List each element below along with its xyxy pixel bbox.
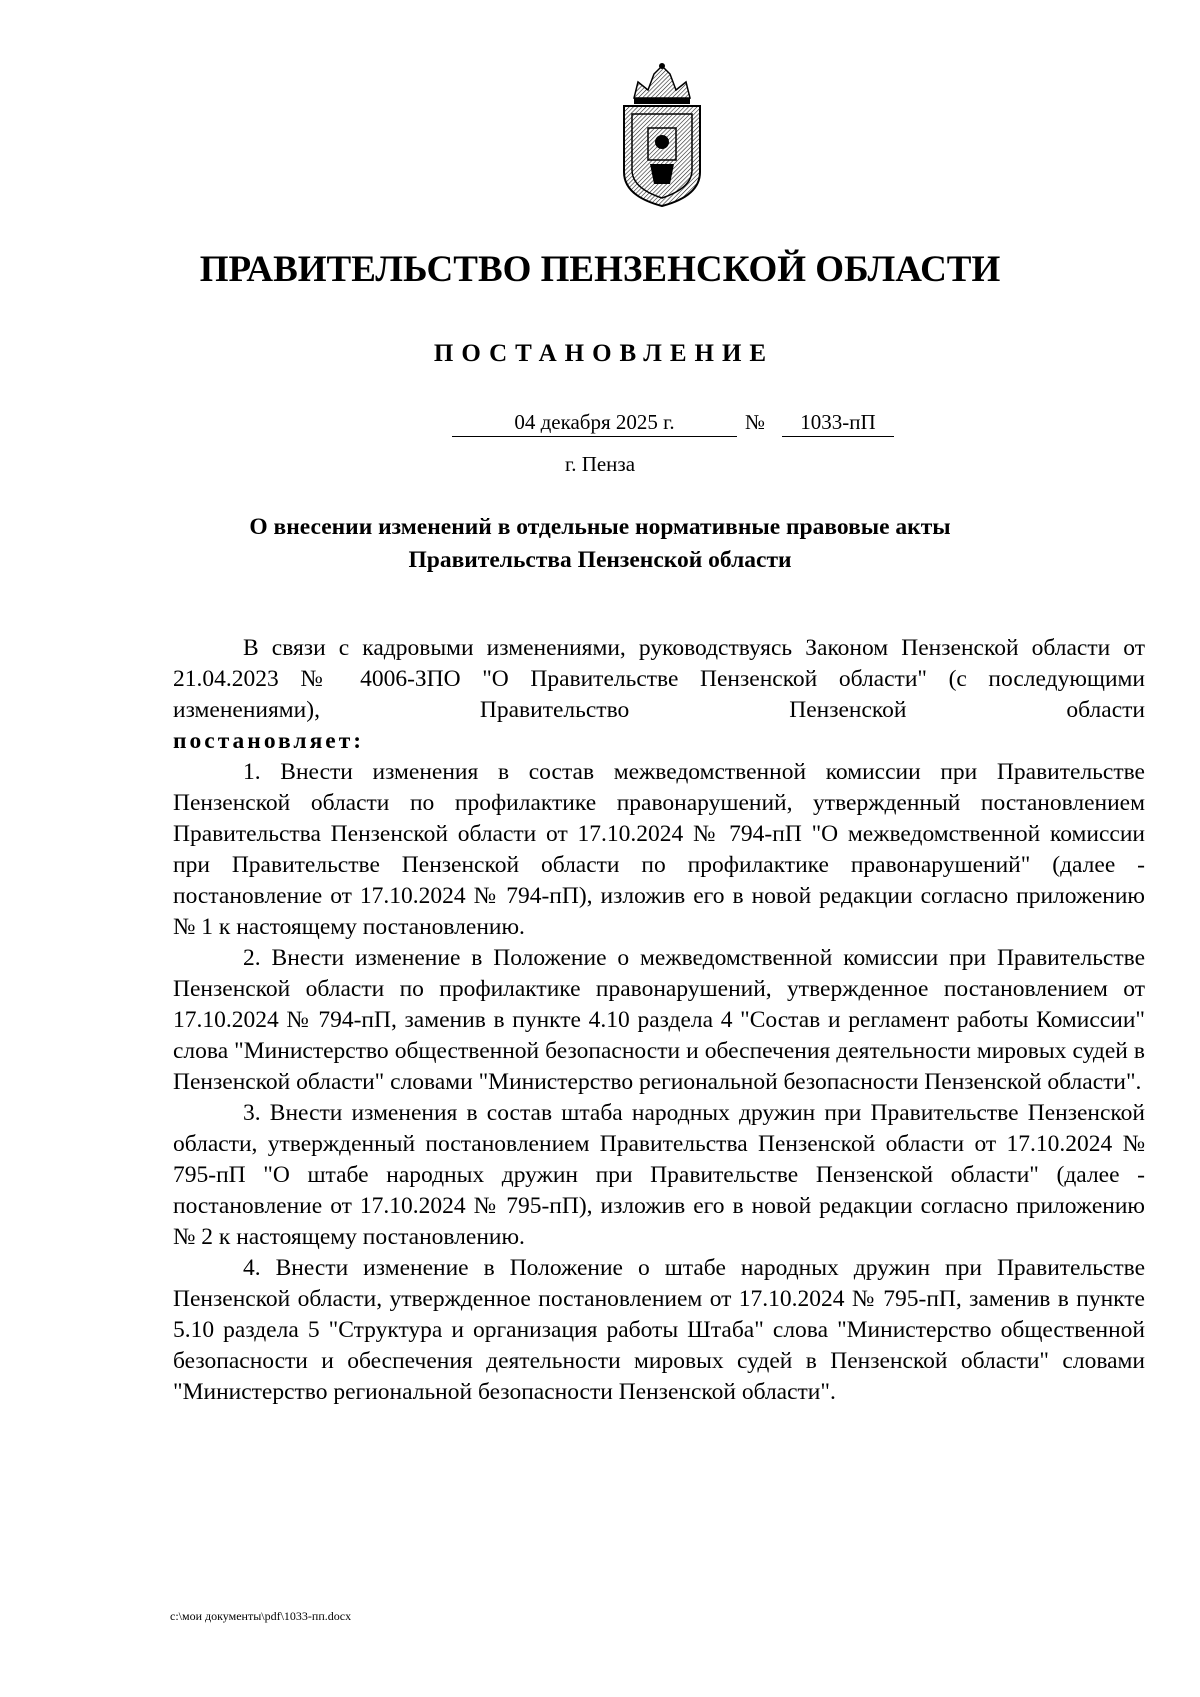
file-path-footer: c:\мои документы\pdf\1033-пп.docx — [170, 1609, 352, 1623]
coat-of-arms-emblem-icon — [612, 60, 712, 210]
organization-title: ПРАВИТЕЛЬСТВО ПЕНЗЕНСКОЙ ОБЛАСТИ — [199, 249, 1001, 290]
resolves-line — [173, 726, 1145, 757]
item-4-paragraph: 4. Внести изменение в Положение о штабе народных дружин при Правительстве Пензенской области, утвержденное постановлением от 17.10.2024 № 795-пП, заменив в пункте 5.10 раздела 5 "Структура и организация работы Штаба" слова "Министерство общественной безопасности и обеспечения деятельности мировых судей в Пензенской области" словами "Министерство региональной безопасности Пензенской области". — [173, 1255, 1145, 1405]
date-number-line — [0, 410, 1200, 440]
document-body — [173, 633, 1145, 1408]
subject-line-1: О внесении изменений в отдельные нормативные правовые акты — [249, 514, 951, 540]
document-number: 1033-пП — [782, 410, 894, 437]
item-3-paragraph: 3. Внести изменения в состав штаба народных дружин при Правительстве Пензенской области, утвержденный постановлением Правительства Пензенской области от 17.10.2024 № 795-пП "О штабе народных дружин при Правительстве Пензенской области" (далее - постановление от 17.10.2024 № 795-пП), изложив его в новой редакции согласно приложению № 2 к настоящему постановлению. — [173, 1100, 1145, 1250]
city: г. Пенза — [564, 452, 636, 476]
document-date: 04 декабря 2025 г. — [452, 410, 737, 437]
preamble-paragraph: В связи с кадровыми изменениями, руководствуясь Законом Пензенской области от 21.04.2023 № 4006-ЗПО "О Правительстве Пензенской области" (с последующими изменениями), Правительство Пензенской области — [173, 635, 1145, 723]
item-1-paragraph: 1. Внести изменения в состав межведомственной комиссии при Правительстве Пензенской области по профилактике правонарушений, утвержденный постановлением Правительства Пензенской области от 17.10.2024 № 794-пП "О межведомственной комиссии при Правительстве Пензенской области по профилактике правонарушений" (далее - постановление от 17.10.2024 № 794-пП), изложив его в новой редакции согласно приложению № 1 к настоящему постановлению. — [173, 759, 1145, 940]
number-sign: № — [745, 410, 766, 434]
resolves-word: постановляет: — [173, 728, 365, 754]
document-subject — [150, 511, 1050, 577]
document-type: ПОСТАНОВЛЕНИЕ — [433, 340, 775, 367]
subject-line-2: Правительства Пензенской области — [408, 547, 792, 573]
item-2-paragraph: 2. Внести изменение в Положение о межведомственной комиссии при Правительстве Пензенской области по профилактике правонарушений, утвержденное постановлением от 17.10.2024 № 794-пП, заменив в пункте 4.10 раздела 4 "Состав и регламент работы Комиссии" слова "Министерство общественной безопасности и обеспечения деятельности мировых судей в Пензенской области" словами "Министерство региональной безопасности Пензенской области". — [173, 945, 1145, 1095]
